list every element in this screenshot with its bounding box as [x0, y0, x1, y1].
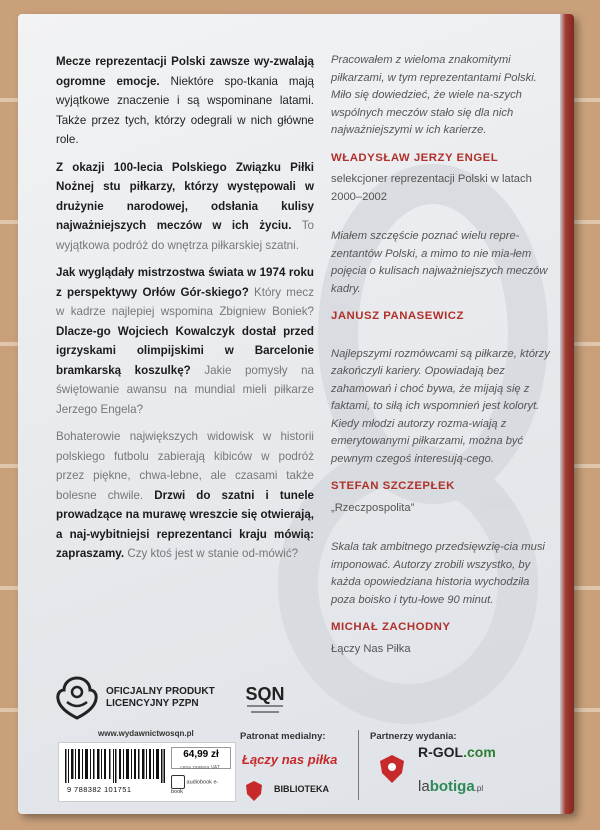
description-text: Czy ktoś jest w stanie od-mówić? — [124, 547, 299, 560]
description-text: Który mecz w kadrze najlepiej wspomina Zbigniew Boniek? — [56, 285, 314, 318]
review-3 — [331, 346, 553, 518]
barcode-icon — [65, 749, 165, 783]
description-text: To wyjątkowa podróż do wnętrza piłkarskiej szatni. — [56, 219, 314, 252]
licence-label-line: OFICJALNY PRODUKT — [106, 686, 215, 697]
review-author: STEFAN SZCZEPŁEK — [331, 480, 455, 492]
rsol-logo-text: R-GOL — [418, 744, 464, 760]
price-label: 64,99 zł — [171, 747, 231, 769]
description-bold-text: Z okazji 100-lecia Polskiego Związku Piłki Nożnej stu piłkarzy, którzy występowali w drużynie narodowej, odsłania kulisy najważniejszych meczów w ich życiu. — [56, 160, 314, 232]
labotiga-logo-name: botiga — [429, 778, 475, 795]
rsol-logo-domain: .com — [463, 744, 496, 760]
description-text: Bohaterowie największych widowisk w historii polskiego futbolu zabierają kibiców w podróż przez piękne, chwa-lebne, ale czasami także bolesne chwile. — [56, 430, 314, 502]
labotiga-logo-domain: .pl — [474, 784, 484, 793]
media-patronage-title: Patronat medialny: — [240, 731, 326, 742]
description-bold-text: Jak wyglądały mistrzostwa świata w 1974 roku z perspektywy Orłów Gór-skiego? — [56, 266, 314, 299]
review-author: JANUSZ PANASEWICZ — [331, 310, 464, 322]
audiobook-badge — [171, 775, 229, 795]
partners-title: Partnerzy wydania: — [370, 731, 457, 742]
labotiga-logo — [418, 778, 483, 795]
review-quote: Skala tak ambitnego przedsięwzię-cia musi imponować. Autorzy zrobili wszystko, by każda opowiedziana historia wychodziła poza boisko i tytu-łowe 90 minut. — [331, 541, 545, 606]
description-bold-text: Mecze reprezentacji Polski zawsze wy-zwalają ogromne emocje. — [56, 55, 314, 88]
svg-text:SQN: SQN — [245, 684, 285, 704]
laczy-nas-pilka-logo: Łączy nas piłka — [242, 752, 338, 767]
review-author-role: „Rzeczpospolita” — [331, 501, 415, 514]
licence-logos — [54, 674, 354, 724]
review-author: WŁADYSŁAW JERZY ENGEL — [331, 151, 499, 164]
pzpn-partner-logo-icon — [378, 754, 406, 784]
review-4 — [331, 539, 553, 658]
pzpn-small-logo-icon — [244, 780, 264, 802]
biblioteka-logo: BIBLIOTEKA — [274, 784, 329, 794]
licence-label — [106, 686, 215, 710]
review-2 — [331, 228, 553, 326]
sqn-publisher-logo-icon — [239, 676, 291, 722]
description-text: Jakie pomysły na świętowanie awansu na mundial mieli piłkarze Jerzego Engela? — [56, 363, 314, 416]
price-vat-note: cena zawiera VAT — [180, 765, 220, 771]
review-quote: Miałem szczęście poznać wielu repre-zentantów Polski, a mimo to nie mia-łem pojęcia o kulisach najważniejszych meczów kadry. — [331, 230, 548, 295]
review-author-role: Łączy Nas Piłka — [331, 642, 411, 655]
review-author-role: selekcjoner reprezentacji Polski w latach 2000–2002 — [331, 173, 532, 203]
description-paragraph-1 — [56, 52, 314, 150]
isbn-number: 9 788382 101751 — [67, 785, 132, 794]
review-quote: Pracowałem z wieloma znakomitymi piłkarzami, w tym reprezentantami Polski. Miło się dowiedzieć, że wiele na-szych wspólnych meczów stało się dla nich najważniejszymi w ich karierze. — [331, 54, 537, 136]
footer-divider — [358, 730, 359, 800]
rsol-logo — [418, 744, 496, 760]
barcode-panel — [58, 742, 236, 802]
description-paragraph-2 — [56, 158, 314, 256]
audiobook-icon — [171, 775, 185, 789]
reviews-column — [331, 52, 553, 680]
licence-label-line: LICENCYJNY PZPN — [106, 698, 199, 709]
description-paragraph-4 — [56, 427, 314, 564]
review-1 — [331, 52, 553, 206]
pzpn-eagle-logo-icon — [54, 674, 100, 722]
description-bold-text: Drzwi do szatni i tunele prowadzące na murawę wreszcie się otwierają, a naj-wybitniejsi reprezentanci kraju mówią: zapraszamy. — [56, 488, 314, 560]
labotiga-logo-prefix: la — [418, 778, 430, 795]
description-text: Niektóre spo-tkania mają wyjątkowe znaczenie i są wspominane latami. Także przez tych, którzy odegrali w nich główne role. — [56, 74, 314, 146]
description-column — [56, 52, 314, 572]
book-spine — [560, 14, 574, 814]
audiobook-label: audiobook e-book — [171, 779, 219, 795]
review-author: MICHAŁ ZACHODNY — [331, 621, 451, 633]
review-quote: Najlepszymi rozmówcami są piłkarze, którzy zakończyli kariery. Opowiadają bez zahamowań i choć bywa, że mijają się z faktami, to siłą ich wspomnień jest koloryt. Kiedy młodzi autorzy rozma-wiają z emerytowanymi piłkarzami, można być pewnym czegoś interesują-cego. — [331, 347, 550, 465]
description-bold-text: Dlacze-go Wojciech Kowalczyk dostał przed igrzyskami olimpijskimi w Barcelonie bramkarską koszulkę? — [56, 324, 314, 377]
publisher-url[interactable]: www.wydawnictwosqn.pl — [98, 729, 194, 738]
book-back-cover — [18, 14, 574, 814]
description-paragraph-3 — [56, 263, 314, 419]
